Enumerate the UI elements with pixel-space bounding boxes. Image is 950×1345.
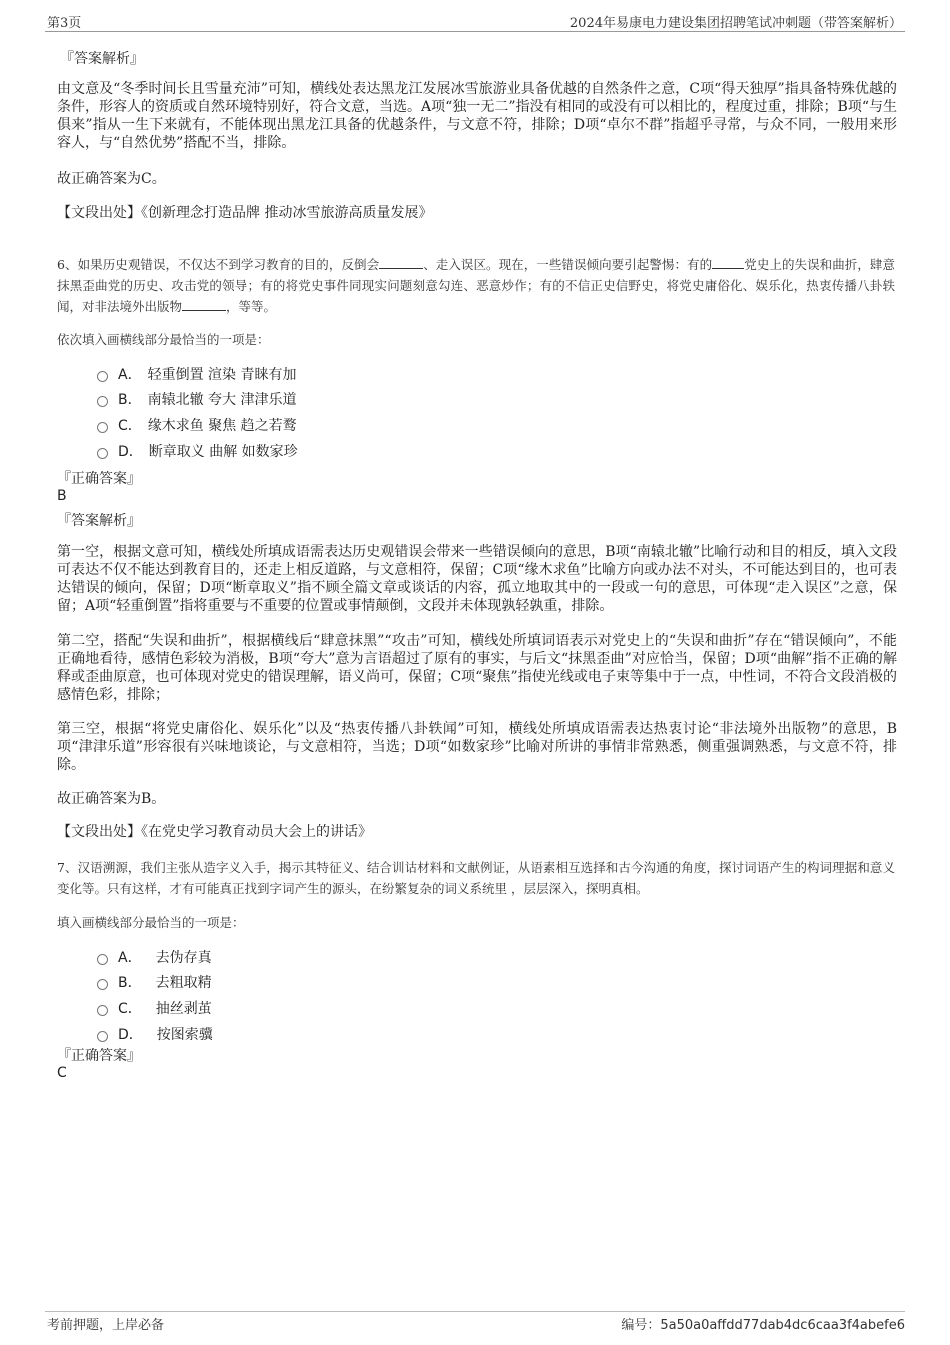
radio-icon[interactable]: [97, 371, 108, 382]
footer-code-label: 编号：: [621, 1318, 661, 1333]
radio-icon[interactable]: [97, 1031, 108, 1042]
q6-source: [57, 823, 897, 841]
source-prefix: 【文段出处】: [57, 824, 141, 840]
q7-instruction: 填入画横线部分最恰当的一项是：: [57, 915, 245, 930]
option-letter: A．: [118, 950, 142, 966]
q5-analysis-label: 『答案解析』: [60, 51, 144, 67]
q7-question: 7、汉语溯源，我们主张从造字义入手，揭示其特征义、结合训诂材料和文献例证，从语素相互选择和古今沟通的角度，探讨词语产生的构词理据和意义变化等。只有这样，才有可能真正找到字词产生的源头，在纷繁复杂的词义系统里 ，层层深入，探明真相。: [57, 860, 895, 896]
q5-conclusion: 故正确答案为C。: [57, 171, 166, 187]
radio-icon[interactable]: [97, 1005, 108, 1016]
q6-analysis-3: 第三空，根据“将党史庸俗化、娱乐化”以及“热衷传播八卦轶闻”可知，横线处所填成语需表达热衷讨论“非法境外出版物”的意思，B项“津津乐道”形容很有兴味地谈论，与文意相符，当选；D项“如数家珍”比喻对所讲的事情非常熟悉，侧重强调熟悉，与文意不符，排除。: [57, 721, 897, 773]
q6-conclusion: 故正确答案为B。: [57, 791, 166, 807]
q6-analysis-1: 第一空，根据文意可知，横线处所填成语需表达历史观错误会带来一些错误倾向的意思，B项“南辕北辙”比喻行动和目的相反，填入文段可表达不仅不能达到教育目的，还走上相反道路，与文意相符，保留；C项“缘木求鱼”比喻方向或办法不对头，不可能达到目的，也可表达错误的倾向，保留；D项“断章取义”指不顾全篇文章或谈话的内容，孤立地取其中的一段或一句的意思，可体现“走入误区”之意，保留；A项“轻重倒置”指将重要与不重要的位置或事情颠倒，文段并未体现孰轻孰重，排除。: [57, 544, 897, 614]
option-text: 南辕北辙 夸大 津津乐道: [147, 392, 297, 408]
q5-analysis-text: 由文意及“冬季时间长且雪量充沛”可知，横线处表达黑龙江发展冰雪旅游业具备优越的自然条件之意，C项“得天独厚”指具备特殊优越的条件，形容人的资质或自然环境特别好，符合文意，当选。A项“独一无二”指没有相同的或没有可以相比的，程度过重，排除；B项“与生俱来”指从一生下来就有，不能体现出黑龙江具备的优越条件，与文意不符，排除；D项“卓尔不群”指超乎寻常，与众不同，一般用来形容人，与“自然优势”搭配不当，排除。: [57, 81, 897, 151]
q6-correct-label: 『正确答案』: [57, 471, 141, 487]
q6-question: [57, 254, 895, 317]
footer-code-value: 5a50a0affdd77dab4dc6caa3f4abefe6: [660, 1318, 905, 1333]
radio-icon[interactable]: [97, 954, 108, 965]
q6-text-part-2: 、走入误区。现在，一些错误倾向要引起警惕：有的: [423, 257, 713, 272]
option-letter: D．: [118, 1027, 143, 1043]
q6-instruction: 依次填入画横线部分最恰当的一项是：: [57, 332, 270, 347]
radio-icon[interactable]: [97, 979, 108, 990]
q7-option-c[interactable]: [97, 998, 212, 1018]
footer-slogan: 考前押题，上岸必备: [47, 1318, 165, 1333]
source-title: 《在党史学习教育动员大会上的讲话》: [141, 824, 372, 840]
option-text: 去粗取精: [155, 975, 212, 991]
option-text: 断章取义 曲解 如数家珍: [148, 444, 298, 460]
radio-icon[interactable]: [97, 396, 108, 407]
q6-blank-1: [379, 255, 423, 269]
option-letter: C．: [118, 1001, 142, 1017]
q7-option-b[interactable]: [97, 972, 212, 992]
footer-code: [621, 1314, 905, 1333]
option-letter: A．: [118, 367, 142, 383]
q6-option-b[interactable]: [97, 389, 297, 409]
document-title: 2024年易康电力建设集团招聘笔试冲刺题（带答案解析）: [569, 16, 902, 31]
q6-analysis-2: 第二空，搭配“失误和曲折”，根据横线后“肆意抹黑”“攻击”可知，横线处所填词语表示对党史上的“失误和曲折”存在“错误倾向”，不能正确地看待，感情色彩较为消极，B项“夸大”意为言语超过了原有的事实，与后文“抹黑歪曲”对应恰当，保留；D项“曲解”指不正确的解释或歪曲原意，也可体现对党史的错误理解，语义尚可，保留；C项“聚焦”指使光线或电子束等集中于一点，中性词，不符合文段消极的感情色彩，排除；: [57, 633, 897, 703]
q6-option-d[interactable]: [97, 441, 298, 461]
option-letter: B．: [118, 392, 142, 408]
option-letter: C．: [118, 418, 142, 434]
footer-divider: [45, 1311, 905, 1312]
page-number: 第3页: [47, 16, 82, 31]
option-text: 去伪存真: [155, 950, 212, 966]
q7-answer: C: [57, 1065, 67, 1081]
q6-text-part-3: 党史上的失误和曲折，肆意抹黑歪曲党的历史、攻击党的领导；有的将党史事件同现实问题刻意勾连、恶意炒作；有的不信正史信野史，将党史庸俗化、娱乐化，热衷传播八卦轶闻，对非法境外出版物: [57, 257, 895, 314]
q6-blank-2: [712, 255, 744, 269]
source-title: 《创新理念打造品牌 推动冰雪旅游高质量发展》: [141, 205, 433, 221]
header-divider: [45, 31, 905, 32]
q7-option-d[interactable]: [97, 1024, 213, 1044]
option-text: 缘木求鱼 聚焦 趋之若鹜: [147, 418, 297, 434]
q5-source: [57, 204, 897, 222]
q6-option-c[interactable]: [97, 415, 297, 435]
q6-analysis-label: 『答案解析』: [57, 513, 141, 529]
q6-answer: B: [57, 488, 67, 504]
option-text: 抽丝剥茧: [155, 1001, 212, 1017]
source-prefix: 【文段出处】: [57, 205, 141, 221]
q7-option-a[interactable]: [97, 947, 212, 967]
radio-icon[interactable]: [97, 422, 108, 433]
q6-blank-3: [182, 297, 226, 311]
q6-text-part-4: ，等等。: [226, 299, 277, 314]
option-letter: B．: [118, 975, 142, 991]
option-text: 轻重倒置 渲染 青睐有加: [147, 367, 297, 383]
option-letter: D．: [118, 444, 143, 460]
option-text: 按图索骥: [156, 1027, 213, 1043]
q7-correct-label: 『正确答案』: [57, 1048, 141, 1064]
q6-text-part-1: 6、如果历史观错误，不仅达不到学习教育的目的，反倒会: [57, 257, 380, 272]
radio-icon[interactable]: [97, 448, 108, 459]
q6-option-a[interactable]: [97, 364, 296, 384]
